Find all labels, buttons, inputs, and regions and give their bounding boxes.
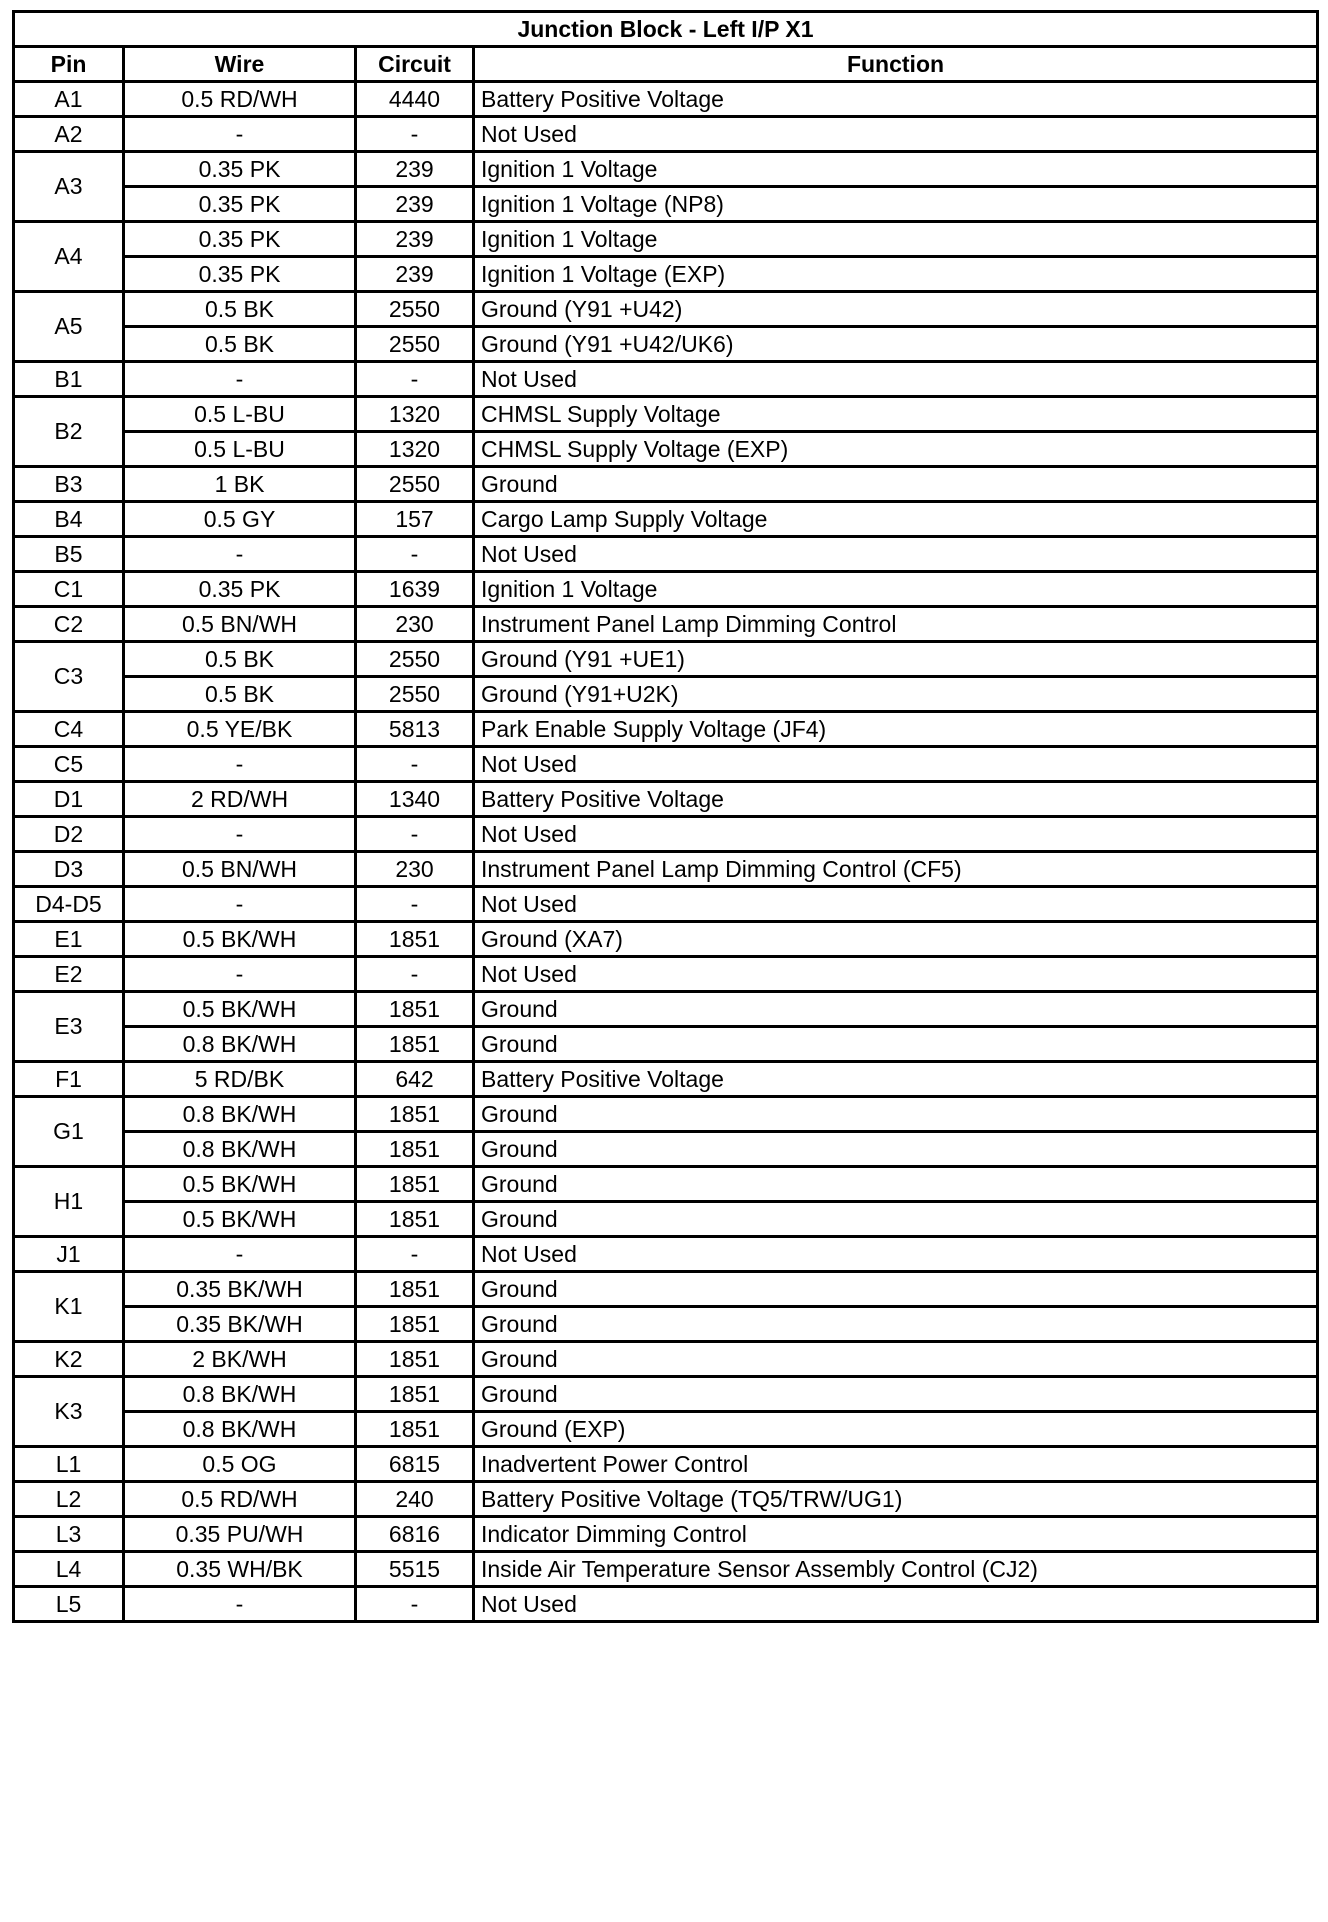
pin-cell: A3 [14,152,124,222]
table-row [14,1237,1318,1272]
pin-cell: E1 [14,922,124,957]
circuit-cell: 239 [356,222,474,257]
table-row [14,432,1318,467]
wire-cell: 1 BK [124,467,356,502]
table-row [14,642,1318,677]
table-row [14,852,1318,887]
circuit-cell: - [356,957,474,992]
table-body [14,82,1318,1622]
wire-cell: - [124,957,356,992]
wire-cell: 2 RD/WH [124,782,356,817]
circuit-cell: 230 [356,607,474,642]
circuit-cell: 642 [356,1062,474,1097]
circuit-cell: 1851 [356,1307,474,1342]
pin-cell: K3 [14,1377,124,1447]
function-cell: Ground [474,1272,1318,1307]
table-row [14,922,1318,957]
wire-cell: - [124,747,356,782]
connector-table-document [12,10,1316,1623]
table-row [14,292,1318,327]
table-row [14,1272,1318,1307]
circuit-cell: 1851 [356,1412,474,1447]
function-cell: Park Enable Supply Voltage (JF4) [474,712,1318,747]
pin-cell: E3 [14,992,124,1062]
pin-cell: L3 [14,1517,124,1552]
table-row [14,1517,1318,1552]
function-cell: Ignition 1 Voltage [474,152,1318,187]
wire-cell: - [124,537,356,572]
function-cell: Ground [474,1377,1318,1412]
function-cell: Instrument Panel Lamp Dimming Control (CF5) [474,852,1318,887]
table-row [14,1097,1318,1132]
function-cell: Ground (Y91+U2K) [474,677,1318,712]
wire-cell: 0.5 RD/WH [124,1482,356,1517]
wire-cell: 0.5 OG [124,1447,356,1482]
wire-cell: 0.5 YE/BK [124,712,356,747]
function-cell: Ground [474,467,1318,502]
table-row [14,1447,1318,1482]
function-cell: Instrument Panel Lamp Dimming Control [474,607,1318,642]
circuit-cell: - [356,537,474,572]
table-row [14,257,1318,292]
wire-cell: - [124,1587,356,1622]
wire-cell: 0.35 BK/WH [124,1272,356,1307]
circuit-cell: 6816 [356,1517,474,1552]
wire-cell: 0.5 BN/WH [124,852,356,887]
table-row [14,1202,1318,1237]
table-row [14,222,1318,257]
wire-cell: 5 RD/BK [124,1062,356,1097]
function-cell: Battery Positive Voltage [474,782,1318,817]
pin-cell: K2 [14,1342,124,1377]
function-cell: Ground (EXP) [474,1412,1318,1447]
circuit-cell: 230 [356,852,474,887]
wire-cell: 0.5 BK/WH [124,992,356,1027]
wire-cell: 0.5 GY [124,502,356,537]
wire-cell: 0.35 BK/WH [124,1307,356,1342]
pin-cell: B1 [14,362,124,397]
function-cell: Not Used [474,537,1318,572]
circuit-cell: 2550 [356,467,474,502]
pin-cell: C3 [14,642,124,712]
function-cell: Not Used [474,362,1318,397]
pin-cell: B4 [14,502,124,537]
circuit-cell: 1320 [356,397,474,432]
circuit-cell: 1851 [356,922,474,957]
table-row [14,1342,1318,1377]
pin-cell: D1 [14,782,124,817]
function-cell: Not Used [474,1237,1318,1272]
wire-cell: 0.35 WH/BK [124,1552,356,1587]
table-row [14,1412,1318,1447]
circuit-cell: - [356,887,474,922]
wire-cell: 0.5 BN/WH [124,607,356,642]
circuit-cell: 239 [356,187,474,222]
pin-cell: E2 [14,957,124,992]
pin-cell: J1 [14,1237,124,1272]
header-circuit: Circuit [356,47,474,82]
table-row [14,1307,1318,1342]
wire-cell: 0.5 RD/WH [124,82,356,117]
circuit-cell: - [356,362,474,397]
function-cell: Inside Air Temperature Sensor Assembly Control (CJ2) [474,1552,1318,1587]
function-cell: Not Used [474,817,1318,852]
pin-cell: L4 [14,1552,124,1587]
wire-cell: 0.5 BK [124,677,356,712]
wire-cell: 0.35 PU/WH [124,1517,356,1552]
header-function: Function [474,47,1318,82]
circuit-cell: 1851 [356,1167,474,1202]
function-cell: Ground (Y91 +U42/UK6) [474,327,1318,362]
pin-cell: D2 [14,817,124,852]
wire-cell: 0.35 PK [124,572,356,607]
circuit-cell: 240 [356,1482,474,1517]
circuit-cell: 239 [356,152,474,187]
wire-cell: 0.8 BK/WH [124,1027,356,1062]
function-cell: Ground [474,1307,1318,1342]
circuit-cell: 1851 [356,1097,474,1132]
circuit-cell: 2550 [356,292,474,327]
circuit-cell: 2550 [356,677,474,712]
circuit-cell: 1320 [356,432,474,467]
table-row [14,1587,1318,1622]
table-row [14,957,1318,992]
function-cell: Ignition 1 Voltage (EXP) [474,257,1318,292]
wire-cell: 0.5 L-BU [124,397,356,432]
wire-cell: 2 BK/WH [124,1342,356,1377]
wire-cell: 0.5 BK/WH [124,1202,356,1237]
function-cell: Ground [474,1167,1318,1202]
pin-cell: K1 [14,1272,124,1342]
function-cell: Inadvertent Power Control [474,1447,1318,1482]
function-cell: Indicator Dimming Control [474,1517,1318,1552]
table-row [14,817,1318,852]
circuit-cell: 239 [356,257,474,292]
circuit-cell: 1851 [356,1132,474,1167]
wire-cell: - [124,1237,356,1272]
wire-cell: - [124,817,356,852]
function-cell: Battery Positive Voltage [474,1062,1318,1097]
pin-cell: L2 [14,1482,124,1517]
table-row [14,1062,1318,1097]
title-row [14,12,1318,47]
table-row [14,117,1318,152]
circuit-cell: - [356,747,474,782]
wire-cell: 0.8 BK/WH [124,1097,356,1132]
circuit-cell: 1851 [356,1342,474,1377]
connector-pinout-table [12,10,1319,1623]
pin-cell: B5 [14,537,124,572]
table-row [14,1132,1318,1167]
circuit-cell: 1851 [356,1377,474,1412]
circuit-cell: 157 [356,502,474,537]
wire-cell: 0.5 BK/WH [124,922,356,957]
pin-cell: C2 [14,607,124,642]
circuit-cell: 2550 [356,642,474,677]
table-row [14,782,1318,817]
table-row [14,607,1318,642]
function-cell: Ground [474,992,1318,1027]
pin-cell: L5 [14,1587,124,1622]
pin-cell: D3 [14,852,124,887]
function-cell: Not Used [474,957,1318,992]
wire-cell: 0.8 BK/WH [124,1412,356,1447]
wire-cell: 0.35 PK [124,257,356,292]
function-cell: Battery Positive Voltage [474,82,1318,117]
function-cell: Ground [474,1202,1318,1237]
function-cell: Battery Positive Voltage (TQ5/TRW/UG1) [474,1482,1318,1517]
pin-cell: A5 [14,292,124,362]
circuit-cell: - [356,117,474,152]
pin-cell: C5 [14,747,124,782]
table-row [14,467,1318,502]
pin-cell: B3 [14,467,124,502]
wire-cell: 0.35 PK [124,222,356,257]
table-row [14,187,1318,222]
function-cell: Not Used [474,887,1318,922]
header-pin: Pin [14,47,124,82]
wire-cell: 0.8 BK/WH [124,1377,356,1412]
circuit-cell: 6815 [356,1447,474,1482]
circuit-cell: 2550 [356,327,474,362]
table-row [14,152,1318,187]
function-cell: CHMSL Supply Voltage (EXP) [474,432,1318,467]
function-cell: Not Used [474,747,1318,782]
table-row [14,537,1318,572]
table-row [14,327,1318,362]
function-cell: Ground [474,1097,1318,1132]
circuit-cell: 1851 [356,992,474,1027]
circuit-cell: - [356,1237,474,1272]
wire-cell: - [124,362,356,397]
wire-cell: 0.5 L-BU [124,432,356,467]
function-cell: Not Used [474,1587,1318,1622]
function-cell: Ground [474,1342,1318,1377]
table-row [14,677,1318,712]
pin-cell: L1 [14,1447,124,1482]
function-cell: Ground (XA7) [474,922,1318,957]
circuit-cell: 5813 [356,712,474,747]
circuit-cell: - [356,817,474,852]
table-row [14,747,1318,782]
function-cell: Ground (Y91 +U42) [474,292,1318,327]
function-cell: Ground [474,1027,1318,1062]
circuit-cell: 1851 [356,1202,474,1237]
function-cell: Ground (Y91 +UE1) [474,642,1318,677]
table-row [14,1552,1318,1587]
pin-cell: B2 [14,397,124,467]
table-row [14,1482,1318,1517]
wire-cell: - [124,117,356,152]
table-row [14,1027,1318,1062]
circuit-cell: 4440 [356,82,474,117]
wire-cell: 0.35 PK [124,152,356,187]
pin-cell: A1 [14,82,124,117]
wire-cell: 0.5 BK [124,642,356,677]
function-cell: Ground [474,1132,1318,1167]
wire-cell: 0.5 BK [124,327,356,362]
pin-cell: H1 [14,1167,124,1237]
circuit-cell: 1639 [356,572,474,607]
circuit-cell: - [356,1587,474,1622]
function-cell: Ignition 1 Voltage [474,222,1318,257]
pin-cell: A4 [14,222,124,292]
table-row [14,712,1318,747]
function-cell: Ignition 1 Voltage (NP8) [474,187,1318,222]
wire-cell: 0.5 BK/WH [124,1167,356,1202]
table-row [14,992,1318,1027]
table-row [14,887,1318,922]
pin-cell: D4-D5 [14,887,124,922]
function-cell: Cargo Lamp Supply Voltage [474,502,1318,537]
circuit-cell: 5515 [356,1552,474,1587]
table-row [14,82,1318,117]
function-cell: Ignition 1 Voltage [474,572,1318,607]
wire-cell: 0.8 BK/WH [124,1132,356,1167]
pin-cell: A2 [14,117,124,152]
table-row [14,1377,1318,1412]
circuit-cell: 1851 [356,1027,474,1062]
pin-cell: C1 [14,572,124,607]
header-row [14,47,1318,82]
table-row [14,1167,1318,1202]
circuit-cell: 1340 [356,782,474,817]
wire-cell: 0.35 PK [124,187,356,222]
table-row [14,397,1318,432]
table-title: Junction Block - Left I/P X1 [14,12,1318,47]
table-row [14,572,1318,607]
circuit-cell: 1851 [356,1272,474,1307]
pin-cell: F1 [14,1062,124,1097]
table-row [14,502,1318,537]
pin-cell: C4 [14,712,124,747]
table-row [14,362,1318,397]
header-wire: Wire [124,47,356,82]
wire-cell: - [124,887,356,922]
wire-cell: 0.5 BK [124,292,356,327]
pin-cell: G1 [14,1097,124,1167]
function-cell: Not Used [474,117,1318,152]
function-cell: CHMSL Supply Voltage [474,397,1318,432]
